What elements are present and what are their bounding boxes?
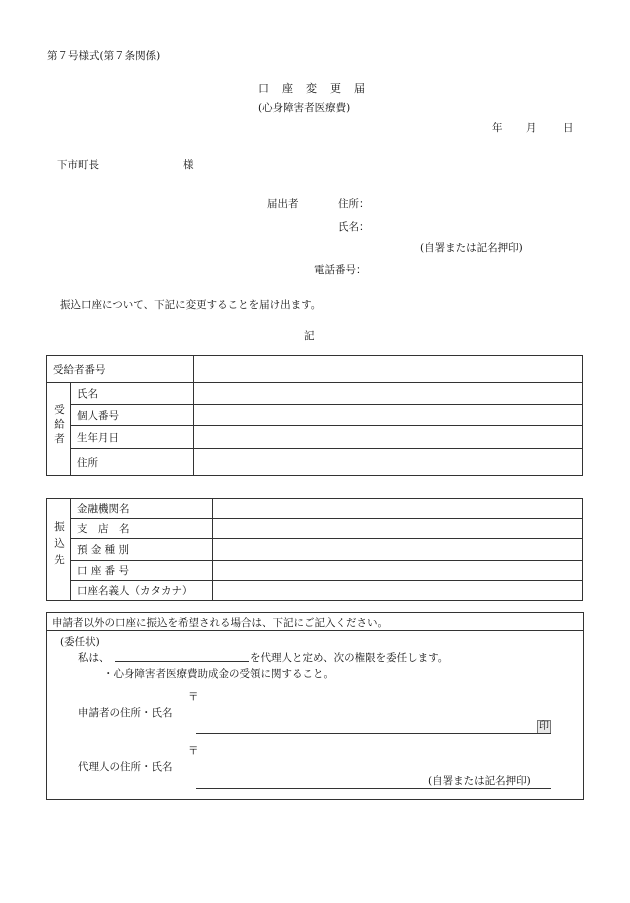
applicant-label: 申請者の住所・氏名 [78, 707, 173, 719]
table-row [47, 561, 583, 581]
form-title: 口 座 変 更 届 [258, 82, 366, 95]
table-row [47, 383, 583, 405]
bank-name-label: 金融機関名 [71, 499, 213, 519]
form-subtitle: (心身障害者医療費) [258, 102, 351, 114]
table-row [47, 581, 583, 601]
agent-name-blank[interactable] [115, 661, 249, 662]
recipient-number-label: 受給者番号 [47, 356, 194, 383]
notifier-label: 届出者 [267, 198, 299, 210]
recipient-address-field[interactable] [194, 449, 583, 476]
notifier-phone-label: 電話番号： [314, 264, 367, 276]
recipient-birthdate-field[interactable] [194, 426, 583, 449]
agent-signature-note: (自署または記名押印) [428, 775, 531, 787]
deposit-type-label: 預 金 種 別 [71, 539, 213, 561]
recipient-number-field[interactable] [194, 356, 583, 383]
recipient-name-field[interactable] [194, 383, 583, 405]
form-number: 第７号様式(第７条関係) [47, 50, 161, 62]
bank-name-field[interactable] [213, 499, 583, 519]
account-number-field[interactable] [213, 561, 583, 581]
recipient-id-label: 個人番号 [71, 405, 194, 426]
notifier-address-label: 住所： [338, 198, 370, 210]
applicant-signature-line[interactable] [196, 733, 551, 734]
intro-text: 振込口座について、下記に変更することを届け出ます。 [60, 299, 322, 311]
recipient-address-label: 住所 [71, 449, 194, 476]
branch-name-label: 支 店 名 [71, 519, 213, 539]
recipient-id-field[interactable] [194, 405, 583, 426]
date-year: 年 [492, 122, 503, 134]
addressee-honorific: 様 [183, 159, 194, 171]
recipient-group-label: 受給者 [47, 383, 71, 476]
account-group-label: 振込先 [47, 499, 71, 601]
table-row [47, 539, 583, 561]
notifier-signature-note: (自署または記名押印) [420, 242, 523, 254]
ki-label: 記 [304, 330, 315, 342]
branch-name-field[interactable] [213, 519, 583, 539]
delegation-header: 申請者以外の口座に振込を希望される場合は、下記にご記入ください。 [52, 617, 388, 629]
table-row [47, 499, 583, 519]
table-row [47, 449, 583, 476]
delegation-item: ・心身障害者医療費助成金の受領に関すること。 [103, 668, 334, 680]
recipient-birthdate-label: 生年月日 [71, 426, 194, 449]
account-holder-field[interactable] [213, 581, 583, 601]
table-row [47, 519, 583, 539]
delegation-text-suffix: を代理人と定め、次の権限を委任します。 [250, 652, 449, 664]
account-table [46, 498, 583, 601]
table-row [47, 356, 583, 383]
agent-postal-mark: 〒 [188, 745, 199, 757]
applicant-postal-mark: 〒 [188, 691, 199, 703]
date-month: 月 [526, 122, 537, 134]
date-day: 日 [563, 122, 574, 134]
recipient-table [46, 355, 583, 476]
agent-label: 代理人の住所・氏名 [78, 761, 173, 773]
agent-signature-line[interactable] [196, 788, 551, 789]
deposit-type-field[interactable] [213, 539, 583, 561]
delegation-header-divider [46, 630, 583, 631]
delegation-label: (委任状) [60, 636, 100, 648]
addressee-name: 下市町長 [57, 159, 99, 171]
delegation-text-prefix: 私は、 [78, 652, 110, 664]
seal-mark: 印 [539, 721, 549, 732]
notifier-name-label: 氏名： [338, 221, 370, 233]
table-row [47, 405, 583, 426]
account-holder-label: 口座名義人（カタカナ） [71, 581, 213, 601]
recipient-name-label: 氏名 [71, 383, 194, 405]
account-number-label: 口 座 番 号 [71, 561, 213, 581]
table-row [47, 426, 583, 449]
